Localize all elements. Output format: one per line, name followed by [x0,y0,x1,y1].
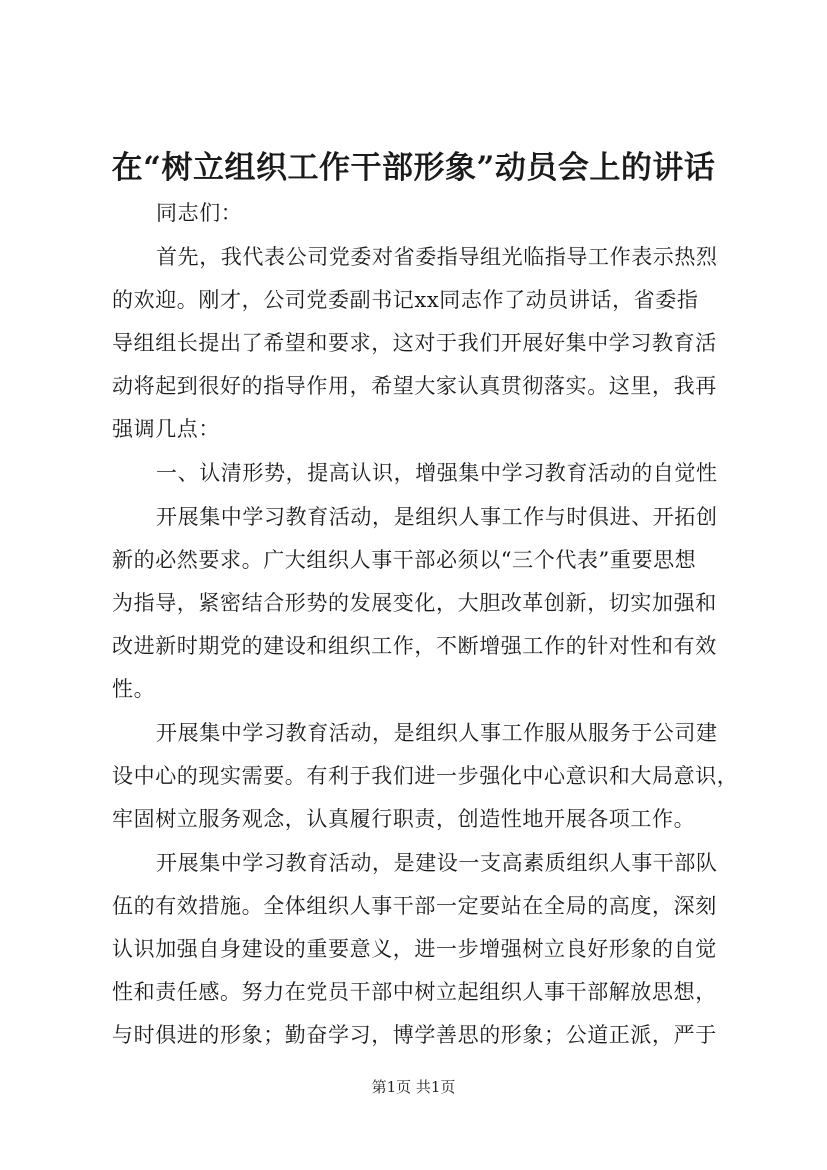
salutation: 同志们： [156,201,243,225]
paragraph-line: 首先，我代表公司党委对省委指导组光临指导工作表示热烈 [156,245,718,269]
paragraph-line: 性和责任感。努力在党员干部中树立起组织人事干部解放思想， [112,980,717,1004]
paragraph-line: 强调几点： [112,417,220,441]
paragraph-line: 为指导，紧密结合形势的发展变化，大胆改革创新，切实加强和 [112,591,717,615]
paragraph-line: 新的必然要求。广大组织人事干部必须以“三个代表”重要思想 [112,548,697,572]
paragraph-line: 的欢迎。刚才，公司党委副书记xx同志作了动员讲话，省委指 [112,288,699,312]
paragraph-line: 性。 [112,677,156,701]
paragraph-line: 认识加强自身建设的重要意义，进一步增强树立良好形象的自觉 [112,937,717,961]
paragraph-line: 与时俱进的形象；勤奋学习，博学善思的形象；公道正派，严于 [112,1023,717,1047]
paragraph-line: 开展集中学习教育活动，是组织人事工作服从服务于公司建 [156,721,718,745]
page-number-footer: 第1页 共1页 [371,1078,456,1096]
paragraph-line: 牢固树立服务观念，认真履行职责，创造性地开展各项工作。 [112,807,696,831]
paragraph-line: 导组组长提出了希望和要求，这对于我们开展好集中学习教育活 [112,331,717,355]
paragraph-line: 设中心的现实需要。有利于我们进一步强化中心意识和大局意识， [112,764,739,788]
section-heading: 一、认清形势，提高认识，增强集中学习教育活动的自觉性 [156,461,718,485]
document-title: 在“树立组织工作干部形象”动员会上的讲话 [111,150,716,186]
paragraph-line: 动将起到很好的指导作用，希望大家认真贯彻落实。这里，我再 [112,374,717,398]
paragraph-line: 改进新时期党的建设和组织工作，不断增强工作的针对性和有效 [112,634,717,658]
paragraph-line: 开展集中学习教育活动，是建设一支高素质组织人事干部队 [156,851,718,875]
paragraph-line: 伍的有效措施。全体组织人事干部一定要站在全局的高度，深刻 [112,894,717,918]
paragraph-line: 开展集中学习教育活动，是组织人事工作与时俱进、开拓创 [156,505,718,529]
